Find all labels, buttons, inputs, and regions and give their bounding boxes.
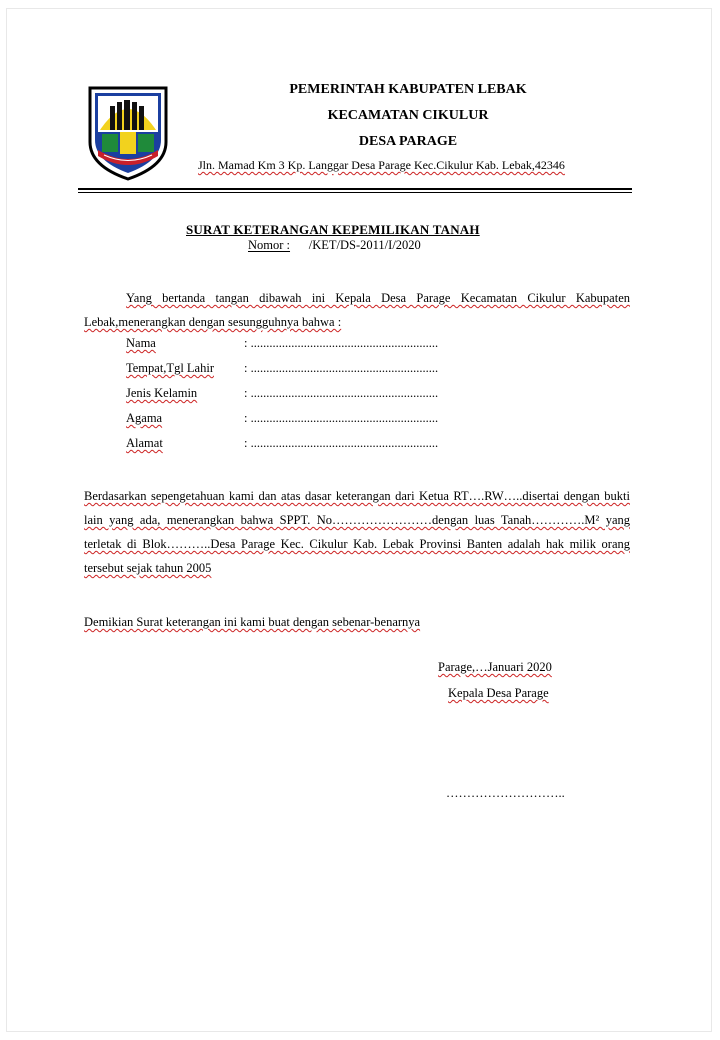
document-title: SURAT KETERANGAN KEPEMILIKAN TANAH [186, 222, 480, 237]
kop-rule-thin [78, 192, 632, 193]
kop-desa: DESA PARAGE [358, 134, 458, 149]
field-value: : ............................................................ [244, 386, 439, 400]
keterangan-text: Berdasarkan sepengetahuan kami dan atas dasar keterangan dari Ketua RT….RW…..disertai dengan bukti lain yang ada, menerangkan bahwa SPPT. No……………………dengan luas Tanah………….M² yang terletak di Blok………..Desa Parage Kec. Cikulur Kab. Lebak Provinsi Banten adalah hak milik orang tersebut sejak tahun 2005 [84, 489, 630, 575]
field-alamat [126, 436, 438, 451]
signature-place-date: Parage,…Januari 2020 [438, 660, 552, 674]
field-label: Nama [126, 336, 156, 350]
paragraph-penutup [84, 610, 630, 634]
opening-text: Yang bertanda tangan dibawah ini Kepala Desa Parage Kecamatan Cikulur Kabupaten Lebak,menerangkan dengan sesungguhnya bahwa : [84, 291, 630, 329]
field-jenis-kelamin [126, 386, 438, 401]
field-value: : ............................................................ [244, 336, 439, 350]
field-label: Tempat,Tgl Lahir [126, 361, 214, 375]
paragraph-keterangan [84, 484, 630, 580]
field-agama [126, 411, 438, 426]
nomor-value: /KET/DS-2011/I/2020 [308, 238, 421, 252]
document-number [248, 238, 421, 253]
field-label: Jenis Kelamin [126, 386, 198, 400]
signature-title: Kepala Desa Parage [448, 686, 549, 700]
nomor-label: Nomor : [248, 238, 291, 252]
kop-pemerintah: PEMERINTAH KABUPATEN LEBAK [289, 82, 527, 97]
field-label: Agama [126, 411, 163, 425]
field-tempat-tgl-lahir [126, 361, 438, 376]
field-value: : ............................................................ [244, 411, 439, 425]
field-value: : ............................................................ [244, 436, 439, 450]
field-value: : ............................................................ [244, 361, 439, 375]
paragraph-opening [84, 286, 630, 334]
kop-kecamatan: KECAMATAN CIKULUR [327, 108, 489, 123]
penutup-text: Demikian Surat keterangan ini kami buat dengan sebenar-benarnya [84, 615, 421, 629]
field-label: Alamat [126, 436, 163, 450]
kop-rule-thick [78, 188, 632, 190]
signature-name-blank: ……………………….. [446, 786, 565, 800]
kop-alamat: Jln. Mamad Km 3 Kp. Langgar Desa Parage Kec.Cikulur Kab. Lebak,42346 [198, 158, 565, 172]
field-nama [126, 336, 438, 351]
